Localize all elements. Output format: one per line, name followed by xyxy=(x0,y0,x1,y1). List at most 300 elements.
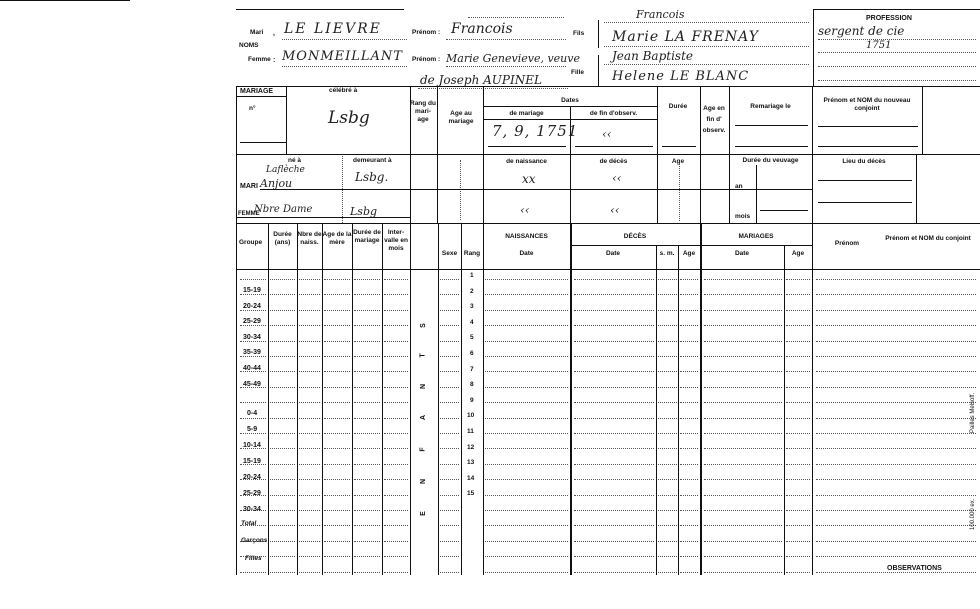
table-row-rule xyxy=(324,448,350,449)
table-row-rule xyxy=(324,294,350,295)
table-row-rule xyxy=(786,541,810,542)
groupe-header: Groupe xyxy=(239,239,263,246)
mariages-header: MARIAGES xyxy=(738,233,774,240)
rang-number: 1 xyxy=(470,272,474,279)
table-row-rule xyxy=(658,387,677,388)
numero-line xyxy=(240,142,286,143)
duree-line xyxy=(662,146,696,147)
table-row-rule xyxy=(485,402,568,403)
table-row-rule xyxy=(786,525,810,526)
mari-row-line xyxy=(260,189,410,190)
table-row-rule xyxy=(440,294,459,295)
rang-number: 2 xyxy=(470,287,474,295)
age-group-label: 25-29 xyxy=(243,490,261,497)
age-group-label: 45-49 xyxy=(243,380,261,388)
table-row-rule xyxy=(574,387,654,388)
publisher-side-text: Pailles Melsoff. xyxy=(970,392,976,433)
rang-number: 3 xyxy=(470,303,474,311)
table-row-rule xyxy=(384,418,408,419)
age-group-label: 30-34 xyxy=(243,333,261,341)
table-row-rule xyxy=(485,556,568,557)
table-row-rule xyxy=(574,495,654,496)
femme-row-label: FEMME xyxy=(238,211,260,217)
conjoint-line-2 xyxy=(818,146,918,147)
table-row-rule xyxy=(658,371,677,372)
table-row-rule xyxy=(440,418,459,419)
dates-label: Dates xyxy=(561,97,579,104)
celebre-label: célébré à xyxy=(329,87,358,94)
mari-nom-value: LE LIEVRE xyxy=(284,21,382,37)
table-row-rule xyxy=(324,556,350,557)
table-row-rule xyxy=(440,371,459,372)
mariage-block-bottom xyxy=(236,223,980,224)
table-row-rule xyxy=(299,325,320,326)
table-row-rule xyxy=(658,479,677,480)
table-row-rule xyxy=(270,479,295,480)
profession-line-4 xyxy=(818,80,976,81)
lieu-line-1 xyxy=(818,180,912,181)
table-row-rule xyxy=(270,371,295,372)
femme-prenom-suite: de Joseph AUPINEL xyxy=(420,73,542,87)
table-row-rule xyxy=(485,479,568,480)
table-row-rule xyxy=(384,356,408,357)
age-group-label: 10-14 xyxy=(243,442,261,449)
table-row-rule xyxy=(786,325,810,326)
table-row-rule xyxy=(574,402,654,403)
fille-bracket xyxy=(598,55,599,87)
vertical-letter: A xyxy=(420,414,428,421)
fils-label: Fils xyxy=(573,30,585,37)
table-row-rule xyxy=(384,279,408,280)
col-div-mariages xyxy=(700,223,702,575)
table-row-rule xyxy=(704,572,782,573)
table-row-rule xyxy=(786,556,810,557)
table-row-rule xyxy=(786,279,810,280)
age-group-label: 35-39 xyxy=(243,349,261,357)
col-div-duree xyxy=(268,223,269,575)
table-row-rule xyxy=(270,341,295,342)
profession-year: 1751 xyxy=(866,40,892,51)
table-row-rule xyxy=(816,371,976,372)
table-row-rule xyxy=(440,464,459,465)
table-row-rule xyxy=(574,464,654,465)
table-row-rule xyxy=(680,464,698,465)
table-row-rule xyxy=(485,325,568,326)
table-row-rule xyxy=(786,310,810,311)
table-row-rule xyxy=(658,495,677,496)
table-row-rule xyxy=(384,310,408,311)
table-row-rule xyxy=(384,325,408,326)
table-row-rule xyxy=(704,371,782,372)
table-row-rule xyxy=(354,525,380,526)
table-row-rule xyxy=(574,572,654,573)
conjoint-line-1 xyxy=(818,126,918,127)
table-row-rule xyxy=(485,572,568,573)
table-row-rule xyxy=(240,279,266,280)
table-row-rule xyxy=(354,279,380,280)
table-row-rule xyxy=(816,464,976,465)
table-row-rule xyxy=(384,556,408,557)
fille-line-1 xyxy=(604,64,809,65)
table-row-rule xyxy=(485,464,568,465)
table-row-rule xyxy=(658,279,677,280)
table-row-rule xyxy=(485,525,568,526)
table-row-rule xyxy=(354,294,380,295)
table-row-rule xyxy=(704,325,782,326)
remariage-label: Remariage le xyxy=(750,103,791,110)
table-row-rule xyxy=(574,541,654,542)
mari-demeurant-value: Lsbg. xyxy=(355,170,389,184)
table-row-rule xyxy=(384,572,408,573)
fin-observ-line xyxy=(575,146,653,147)
table-row-rule xyxy=(816,418,976,419)
table-row-rule xyxy=(240,572,266,573)
age-group-label: 40-44 xyxy=(243,365,261,372)
table-row-rule xyxy=(704,418,782,419)
table-row-rule xyxy=(658,572,677,573)
table-row-rule xyxy=(240,402,266,403)
rang-number: 15 xyxy=(467,490,475,498)
dotted-rule-top xyxy=(468,17,564,18)
table-row-rule xyxy=(324,310,350,311)
table-row-rule xyxy=(324,418,350,419)
rang-number: 11 xyxy=(467,428,474,435)
table-row-rule xyxy=(270,325,295,326)
rang-number: 6 xyxy=(470,350,474,357)
table-row-rule xyxy=(354,387,380,388)
table-row-rule xyxy=(299,341,320,342)
table-row-rule xyxy=(680,402,698,403)
table-row-rule xyxy=(240,433,266,434)
table-row-rule xyxy=(384,341,408,342)
femme-demeurant-value: Lsbg xyxy=(350,205,378,218)
table-row-rule xyxy=(299,510,320,511)
age-label-row: Age xyxy=(671,158,685,165)
dates-mid-rule xyxy=(410,154,980,155)
table-row-rule xyxy=(816,402,976,403)
demeurant-label: demeurant à xyxy=(353,157,392,164)
table-row-rule xyxy=(704,495,782,496)
remariage-line-1 xyxy=(735,125,808,126)
table-row-rule xyxy=(324,371,350,372)
table-row-rule xyxy=(704,310,782,311)
table-row-rule xyxy=(270,294,295,295)
table-row-rule xyxy=(485,448,568,449)
top-rule-edge xyxy=(0,0,130,1)
table-row-rule xyxy=(786,510,810,511)
table-header-bottom xyxy=(236,269,980,270)
age-col-dotted xyxy=(460,160,461,220)
mari-row-label: MARI xyxy=(240,183,258,190)
table-row-rule xyxy=(270,433,295,434)
table-row-rule xyxy=(270,279,295,280)
deces-header: DÉCÈS xyxy=(623,233,647,240)
table-row-rule xyxy=(485,387,568,388)
table-row-rule xyxy=(574,371,654,372)
table-row-rule xyxy=(440,448,459,449)
table-row-rule xyxy=(574,510,654,511)
table-row-rule xyxy=(680,387,698,388)
table-row-rule xyxy=(485,510,568,511)
table-row-rule xyxy=(658,433,677,434)
table-row-rule xyxy=(354,541,380,542)
table-row-rule xyxy=(816,541,976,542)
vertical-letter: S xyxy=(419,323,427,328)
table-row-rule xyxy=(324,341,350,342)
table-row-rule xyxy=(680,310,698,311)
col-div-nbre xyxy=(297,223,298,575)
table-row-rule xyxy=(816,448,976,449)
table-row-rule xyxy=(440,525,459,526)
rang-number: 12 xyxy=(467,443,475,451)
table-row-rule xyxy=(704,341,782,342)
table-row-rule xyxy=(680,325,698,326)
remariage-line-2 xyxy=(735,146,808,147)
table-row-rule xyxy=(354,464,380,465)
table-row-rule xyxy=(704,479,782,480)
age-row-dotted xyxy=(679,163,680,221)
table-row-rule xyxy=(384,510,408,511)
table-row-rule xyxy=(485,294,568,295)
table-row-rule xyxy=(816,495,976,496)
table-row-rule xyxy=(324,495,350,496)
fin-observ-value: ‹‹ xyxy=(602,127,612,141)
table-row-rule xyxy=(299,448,320,449)
fille-pere-value: Jean Baptiste xyxy=(612,49,694,63)
table-row-rule xyxy=(324,525,350,526)
table-row-rule xyxy=(440,310,459,311)
col-div-agemere xyxy=(322,223,323,575)
col-div-intervalle xyxy=(382,223,383,575)
femme-prenom-value: Marie Genevieve, veuve xyxy=(446,52,580,65)
table-row-rule xyxy=(270,541,295,542)
rang-number: 14 xyxy=(467,474,475,482)
table-row-rule xyxy=(680,294,698,295)
lieu-deces-label: Lieu du décès xyxy=(842,158,886,165)
table-row-rule xyxy=(485,371,568,372)
table-row-rule xyxy=(299,356,320,357)
table-row-rule xyxy=(816,525,976,526)
table-row-rule xyxy=(440,495,459,496)
vertical-letter: F xyxy=(419,447,427,452)
col-div-letters xyxy=(410,223,411,575)
duree-mariage-header: Durée de mariage xyxy=(353,229,381,245)
table-row-rule xyxy=(816,356,976,357)
femme-deces-value: ‹‹ xyxy=(610,203,620,217)
fille-label: Fille xyxy=(571,69,585,76)
table-row-rule xyxy=(324,325,350,326)
table-row-rule xyxy=(704,402,782,403)
col-div-naissances xyxy=(483,223,484,575)
table-row-rule xyxy=(658,525,677,526)
age2-header: Age xyxy=(682,250,696,257)
mariage-label-rule xyxy=(236,96,286,97)
table-row-rule xyxy=(270,402,295,403)
mariage-num-divider xyxy=(286,86,287,154)
duree-ans-header: Durée (ans) xyxy=(273,231,292,247)
table-row-rule xyxy=(704,356,782,357)
profession-box-left xyxy=(813,9,814,86)
table-row-rule xyxy=(440,279,459,280)
table-row-rule xyxy=(680,341,698,342)
table-row-rule xyxy=(299,479,320,480)
table-row-rule xyxy=(384,371,408,372)
table-row-rule xyxy=(299,294,320,295)
col-div-age2 xyxy=(678,245,679,575)
table-row-rule xyxy=(324,387,350,388)
age3-header: Age xyxy=(791,250,805,257)
table-row-rule xyxy=(485,541,568,542)
table-row-rule xyxy=(485,418,568,419)
table-row-rule xyxy=(786,433,810,434)
table-row-rule xyxy=(704,510,782,511)
table-row-rule xyxy=(324,510,350,511)
table-row-rule xyxy=(384,433,408,434)
table-row-rule xyxy=(384,525,408,526)
col-div-sexe xyxy=(438,223,439,575)
table-row-rule xyxy=(680,418,698,419)
table-row-rule xyxy=(680,479,698,480)
femme-row-line xyxy=(236,217,410,218)
table-row-rule xyxy=(240,310,266,311)
table-row-rule xyxy=(816,341,976,342)
table-row-rule xyxy=(680,279,698,280)
table-row-rule xyxy=(574,525,654,526)
age-mere-header: Age de la mère xyxy=(322,231,352,247)
femme-prenom-line xyxy=(446,66,566,67)
mariage-label: MARIAGE xyxy=(240,88,274,95)
table-row-rule xyxy=(240,341,266,342)
femme-nom-value: MONMEILLANT xyxy=(282,49,403,64)
table-left xyxy=(236,223,237,575)
rang-number: 9 xyxy=(470,396,474,404)
age-group-label: 30-34 xyxy=(243,506,261,513)
table-row-rule xyxy=(658,418,677,419)
table-row-rule xyxy=(786,448,810,449)
vertical-letter: T xyxy=(419,353,427,358)
table-row-rule xyxy=(354,325,380,326)
table-row-rule xyxy=(574,479,654,480)
table-row-rule xyxy=(324,356,350,357)
mari-sep: , xyxy=(273,30,275,37)
table-row-rule xyxy=(658,464,677,465)
observations-label: OBSERVATIONS xyxy=(887,565,942,572)
rang-number: 8 xyxy=(470,381,474,389)
table-row-rule xyxy=(680,572,698,573)
table-row-rule xyxy=(270,310,295,311)
table-row-rule xyxy=(354,310,380,311)
table-row-rule xyxy=(658,510,677,511)
filles-label: Filles xyxy=(245,555,262,562)
femme-nom-line xyxy=(282,66,407,67)
table-row-rule xyxy=(354,448,380,449)
table-row-rule xyxy=(658,402,677,403)
vertical-letter: N xyxy=(420,383,428,390)
table-row-rule xyxy=(816,387,976,388)
rang-du-mariage-label: Rang du mari-age xyxy=(410,100,436,124)
table-row-rule xyxy=(354,479,380,480)
table-row-rule xyxy=(485,495,568,496)
table-row-rule xyxy=(816,572,976,573)
table-row-rule xyxy=(270,387,295,388)
table-row-rule xyxy=(440,325,459,326)
fils-mere-value: Marie LA FRENAY xyxy=(612,29,759,45)
age-fin-observ-label: Age en fin d' observ. xyxy=(702,105,726,135)
vertical-letter: E xyxy=(419,511,427,516)
table-row-rule xyxy=(299,525,320,526)
rang-header: Rang xyxy=(463,250,481,257)
table-row-rule xyxy=(704,556,782,557)
prenom-nom-conjoint-header: Prénom et NOM du conjoint xyxy=(885,235,971,242)
table-row-rule xyxy=(270,495,295,496)
table-row-rule xyxy=(354,371,380,372)
age-group-label: 5-9 xyxy=(247,426,258,433)
naissances-header: NAISSANCES xyxy=(505,233,548,240)
table-row-rule xyxy=(680,525,698,526)
table-row-rule xyxy=(440,356,459,357)
table-row-rule xyxy=(440,541,459,542)
table-row-rule xyxy=(299,387,320,388)
table-row-rule xyxy=(324,572,350,573)
lieu-line-2 xyxy=(818,202,912,203)
table-row-rule xyxy=(440,510,459,511)
table-row-rule xyxy=(270,525,295,526)
table-row-rule xyxy=(384,479,408,480)
fils-line-1 xyxy=(604,22,809,23)
table-row-rule xyxy=(354,556,380,557)
table-row-rule xyxy=(680,371,698,372)
de-fin-observ-label: de fin d'observ. xyxy=(589,110,638,117)
table-row-rule xyxy=(324,279,350,280)
de-mariage-label: de mariage xyxy=(509,110,544,117)
table-row-rule xyxy=(440,341,459,342)
table-row-rule xyxy=(299,418,320,419)
table-row-rule xyxy=(324,464,350,465)
conjoint-right xyxy=(922,86,923,154)
veuvage-divider xyxy=(756,165,757,223)
table-row-rule xyxy=(704,433,782,434)
age-group-label: 25-29 xyxy=(243,318,261,326)
mari-label: Mari xyxy=(250,29,264,36)
table-row-rule xyxy=(354,572,380,573)
lieu-deces-right xyxy=(916,154,917,223)
table-row-rule xyxy=(440,572,459,573)
deces-date-header: Date xyxy=(605,250,621,257)
nouveau-conjoint-label: Prénom et NOM du nouveau conjoint xyxy=(823,97,911,113)
table-row-rule xyxy=(240,294,266,295)
table-row-rule xyxy=(786,356,810,357)
table-row-rule xyxy=(574,448,654,449)
age-group-label: 0-4 xyxy=(247,410,258,417)
mari-ne-a-1: Laflèche xyxy=(266,165,305,175)
table-row-rule xyxy=(658,541,677,542)
mari-prenom-value: Francois xyxy=(451,21,513,37)
table-row-rule xyxy=(816,556,976,557)
table-row-rule xyxy=(354,341,380,342)
femme-sep: : xyxy=(273,57,276,64)
table-row-rule xyxy=(574,279,654,280)
profession-line-3 xyxy=(818,66,976,67)
table-row-rule xyxy=(384,464,408,465)
mari-prenom-line xyxy=(446,39,566,40)
table-row-rule xyxy=(440,387,459,388)
table-row-rule xyxy=(816,325,976,326)
table-row-rule xyxy=(299,464,320,465)
table-row-rule xyxy=(354,433,380,434)
table-row-rule xyxy=(658,556,677,557)
table-row-rule xyxy=(299,495,320,496)
table-row-rule xyxy=(680,541,698,542)
